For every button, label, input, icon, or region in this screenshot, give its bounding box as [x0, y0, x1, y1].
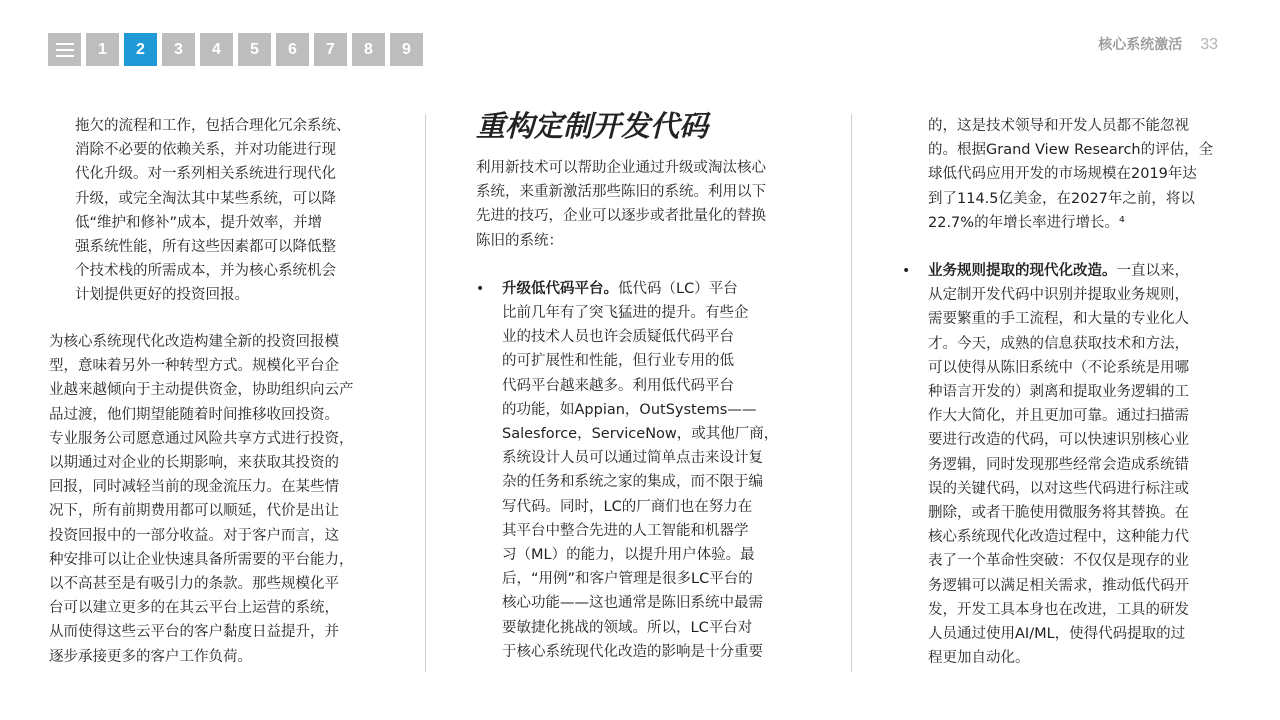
nav-item-3[interactable]: 3	[162, 33, 195, 66]
bullet-marker: •	[902, 263, 911, 280]
nav-item-6[interactable]: 6	[276, 33, 309, 66]
nav-item-7[interactable]: 7	[314, 33, 347, 66]
nav-item-4[interactable]: 4	[200, 33, 233, 66]
nav-item-9[interactable]: 9	[390, 33, 423, 66]
section-heading: 重构定制开发代码	[476, 109, 709, 143]
bullet-marker: •	[476, 280, 485, 297]
nav-item-8[interactable]: 8	[352, 33, 385, 66]
column-1-continued	[75, 114, 420, 308]
column-1-paragraph	[49, 330, 421, 669]
chapter-nav	[48, 33, 428, 66]
nav-item-2[interactable]: 2	[124, 33, 157, 66]
continued-paragraph-col3: 的，这是技术领导和开发人员都不能忽视 的。根据Grand View Research的评估，全 球低代码应用开发的市场规模在2019年达 到了114.5亿美金，在2027年之前，将以 22.7%的年增长率进行增长。⁴	[928, 118, 1214, 231]
column-divider-right	[851, 114, 852, 672]
bullet-title: 升级低代码平台。	[502, 280, 618, 297]
bullet-business-rules: • 业务规则提取的现代化改造。一直以来， 从定制开发代码中识别并提取业务规则， 需要繁重的手工流程，和大量的专业化人 才。今天，成熟的信息获取技术和方法， 可以使得从陈旧系统中（不论系统是用哪 种语言开发的）剥离和提取业务逻辑的工 作大大简化，并且更加可靠。通过扫描需 要进行改造的代码，可以快速识别核心业 务逻辑，同时发现那些经常会造成系统错 误的关键代码，以对这些代码进行标注或 删除，或者干脆使用微服务将其替换。在 核心系统现代化改造过程中，这种能力代 表了一个革命性突破：不仅仅是现存的业 务逻辑可以满足相关需求，推动低代码开 发，开发工具本身也在改进，工具的研发 人员通过使用AI/ML，使得代码提取的过 程更加自动化。	[902, 259, 1232, 670]
section-title: 核心系统激活	[1098, 37, 1183, 53]
column-divider-left	[425, 114, 426, 672]
nav-item-5[interactable]: 5	[238, 33, 271, 66]
roi-model-paragraph: 为核心系统现代化改造构建全新的投资回报模 型，意味着另外一种转型方式。规模化平台企 业越来越倾向于主动提供资金，协助组织向云产 品过渡，他们期望能随着时间推移收回投资。 专业服务公司愿意通过风险共享方式进行投资， 以期通过对企业的长期影响，来获取其投资的 回报，同时减轻当前的现金流压力。在某些情 况下，所有前期费用都可以顺延，代价是出让 投资回报中的一部分收益。对于客户而言，这 种安排可以让企业快速具备所需要的平台能力， 以不高甚至是有吸引力的条款。那些规模化平 台可以建立更多的在其云平台上运营的系统， 从而使得这些云平台的客户黏度日益提升，并 逐步承接更多的客户工作负荷。	[49, 334, 354, 665]
column-2	[476, 108, 836, 664]
page-header	[1098, 34, 1218, 54]
intro-paragraph: 利用新技术可以帮助企业通过升级或淘汰核心 系统，来重新激活那些陈旧的系统。利用以下 先进的技巧，企业可以逐步或者批量化的替换 陈旧的系统：	[476, 160, 766, 249]
column-3	[902, 114, 1232, 670]
menu-icon[interactable]	[48, 33, 81, 66]
page-number: 33	[1200, 36, 1218, 53]
bullet-title: 业务规则提取的现代化改造。	[928, 263, 1117, 280]
bullet-low-code: • 升级低代码平台。低代码（LC）平台 比前几年有了突飞猛进的提升。有些企 业的技术人员也许会质疑低代码平台 的可扩展性和性能，但行业专用的低 代码平台越来越多。利用低代码平台 的功能，如Appian，OutSystems—— Salesforce，ServiceNow，或其他厂商， 系统设计人员可以通过简单点击来设计复 杂的任务和系统之家的集成，而不限于编 写代码。同时，LC的厂商们也在努力在 其平台中整合先进的人工智能和机器学 习（ML）的能力，以提升用户体验。最 后，“用例”和客户管理是很多LC平台的 核心功能——这也通常是陈旧系统中最需 要敏捷化挑战的领域。所以，LC平台对 于核心系统现代化改造的影响是十分重要	[476, 277, 836, 664]
nav-item-1[interactable]: 1	[86, 33, 119, 66]
continued-paragraph: 拖欠的流程和工作，包括合理化冗余系统、 消除不必要的依赖关系，并对功能进行现 代化升级。对一系列相关系统进行现代化 升级，或完全淘汰其中某些系统，可以降 低“维护和修补”成本，提升效率，并增 强系统性能，所有这些因素都可以降低整 个技术栈的所需成本，并为核心系统机会 计划提供更好的投资回报。	[75, 118, 351, 304]
